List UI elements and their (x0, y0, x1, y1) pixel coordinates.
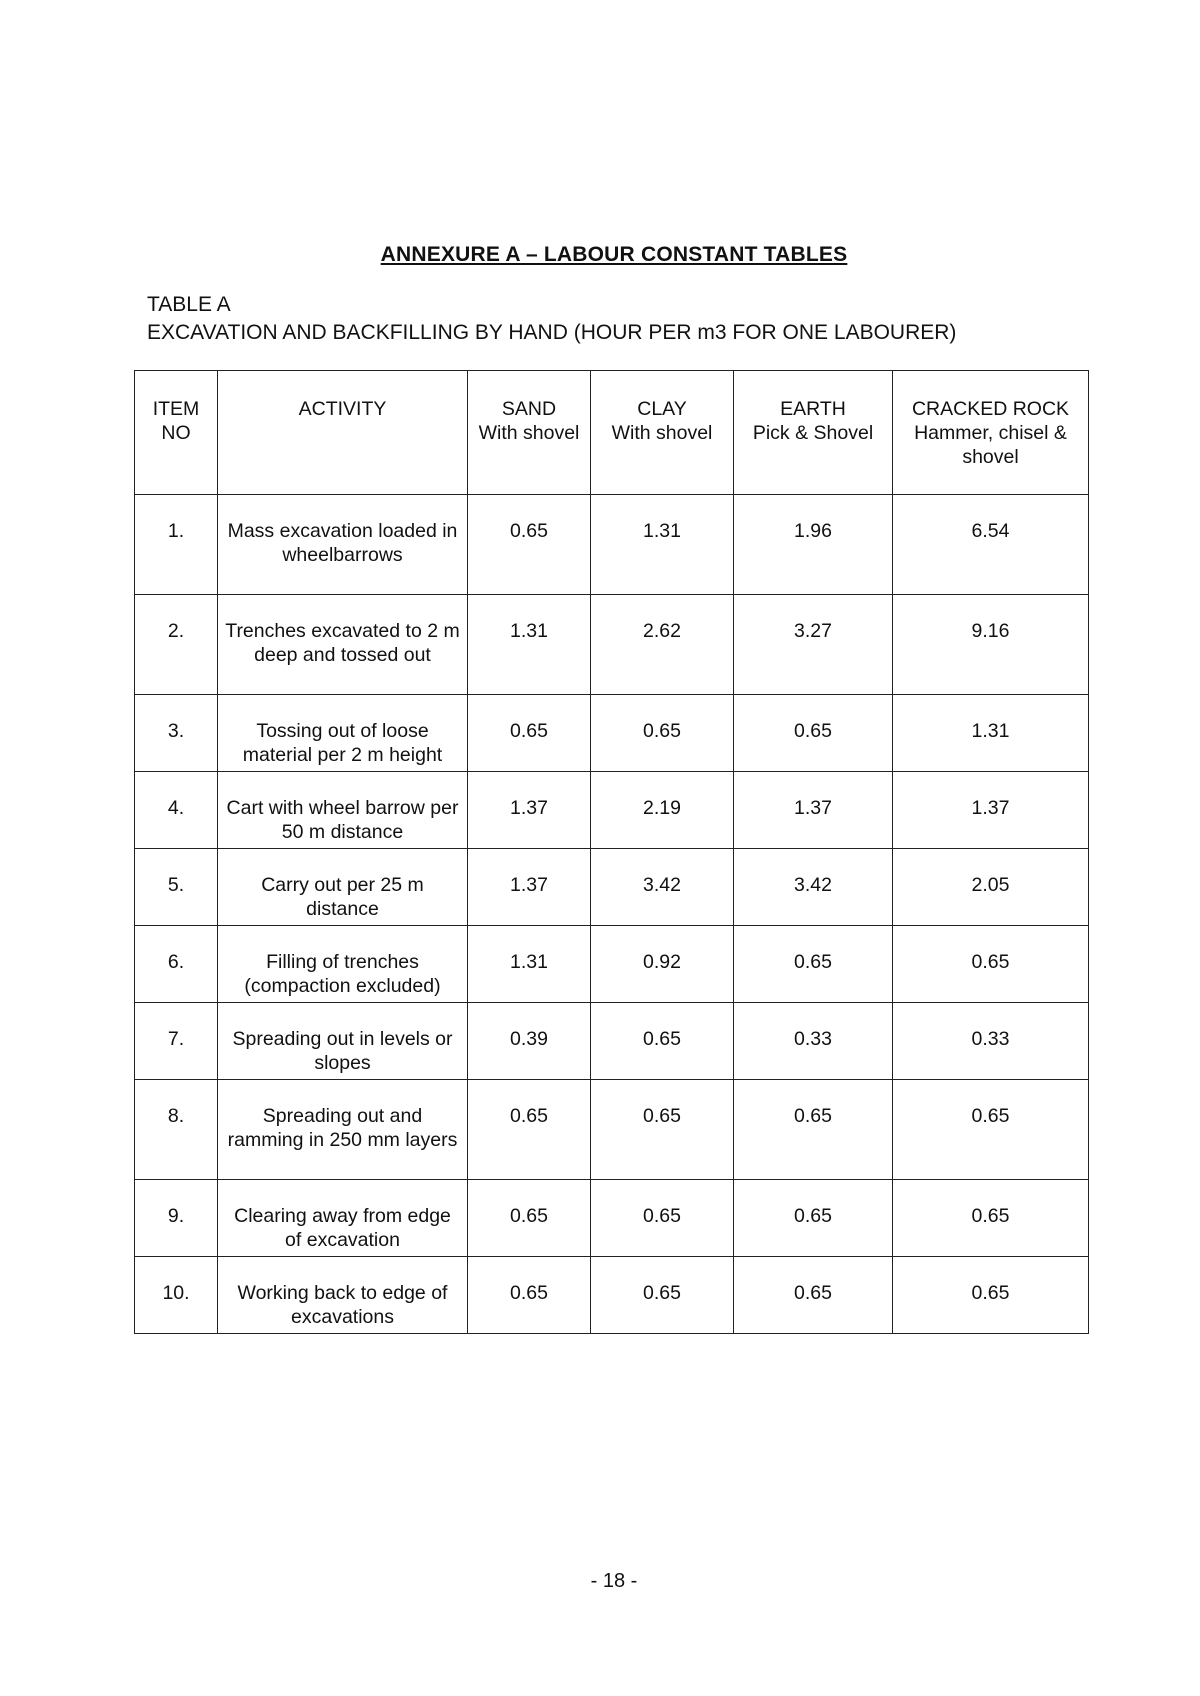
clay-value-cell: 3.42 (591, 849, 734, 926)
sand-value-cell: 0.65 (468, 1257, 591, 1334)
table-row (135, 1180, 1089, 1257)
activity-cell: Spreading out and ramming in 250 mm layers (218, 1080, 468, 1180)
header-item-sub: NO (161, 422, 191, 444)
page-number: - 18 - (590, 1570, 638, 1592)
rock-value-cell: 0.65 (893, 1180, 1089, 1257)
header-clay-sub: With shovel (611, 422, 713, 444)
header-clay-main: CLAY (637, 398, 687, 420)
sand-value-cell: 1.37 (468, 849, 591, 926)
earth-value-cell: 1.96 (734, 495, 893, 595)
earth-value-cell: 0.33 (734, 1003, 893, 1080)
table-description: EXCAVATION AND BACKFILLING BY HAND (HOUR PER m3 FOR ONE LABOURER) (147, 321, 957, 344)
table-row (135, 695, 1089, 772)
earth-value-cell: 0.65 (734, 1180, 893, 1257)
clay-value-cell: 0.65 (591, 1180, 734, 1257)
earth-value-cell: 0.65 (734, 1080, 893, 1180)
header-item-no (135, 371, 218, 495)
item-no-cell: 5. (135, 849, 218, 926)
clay-value-cell: 0.65 (591, 1080, 734, 1180)
sand-value-cell: 0.65 (468, 695, 591, 772)
item-no-cell: 9. (135, 1180, 218, 1257)
activity-cell: Filling of trenches (compaction excluded) (218, 926, 468, 1003)
activity-cell: Clearing away from edge of excavation (218, 1180, 468, 1257)
earth-value-cell: 1.37 (734, 772, 893, 849)
clay-value-cell: 0.92 (591, 926, 734, 1003)
clay-value-cell: 2.62 (591, 595, 734, 695)
item-no-cell: 4. (135, 772, 218, 849)
sand-value-cell: 1.37 (468, 772, 591, 849)
header-rock-main: CRACKED ROCK (911, 398, 1070, 420)
item-no-cell: 8. (135, 1080, 218, 1180)
header-activity-main: ACTIVITY (298, 398, 387, 420)
clay-value-cell: 1.31 (591, 495, 734, 595)
annexure-heading: ANNEXURE A – LABOUR CONSTANT TABLES (380, 243, 848, 266)
activity-cell: Working back to edge of excavations (218, 1257, 468, 1334)
activity-cell: Mass excavation loaded in wheelbarrows (218, 495, 468, 595)
table-row (135, 1257, 1089, 1334)
earth-value-cell: 0.65 (734, 1257, 893, 1334)
table-row (135, 1080, 1089, 1180)
rock-value-cell: 2.05 (893, 849, 1089, 926)
sand-value-cell: 0.65 (468, 495, 591, 595)
item-no-cell: 1. (135, 495, 218, 595)
rock-value-cell: 1.31 (893, 695, 1089, 772)
clay-value-cell: 0.65 (591, 1003, 734, 1080)
table-header-row (135, 371, 1089, 495)
earth-value-cell: 3.42 (734, 849, 893, 926)
sand-value-cell: 0.65 (468, 1180, 591, 1257)
item-no-cell: 3. (135, 695, 218, 772)
activity-cell: Carry out per 25 m distance (218, 849, 468, 926)
sand-value-cell: 0.65 (468, 1080, 591, 1180)
header-cracked-rock (893, 371, 1089, 495)
table-row (135, 772, 1089, 849)
header-earth (734, 371, 893, 495)
item-no-cell: 2. (135, 595, 218, 695)
table-row (135, 849, 1089, 926)
item-no-cell: 6. (135, 926, 218, 1003)
table-row (135, 1003, 1089, 1080)
header-sand-main: SAND (501, 398, 557, 420)
sand-value-cell: 0.39 (468, 1003, 591, 1080)
table-row (135, 926, 1089, 1003)
activity-cell: Tossing out of loose material per 2 m height (218, 695, 468, 772)
activity-cell: Cart with wheel barrow per 50 m distance (218, 772, 468, 849)
earth-value-cell: 0.65 (734, 926, 893, 1003)
header-activity (218, 371, 468, 495)
header-sand-sub: With shovel (478, 422, 580, 444)
rock-value-cell: 6.54 (893, 495, 1089, 595)
earth-value-cell: 0.65 (734, 695, 893, 772)
header-clay (591, 371, 734, 495)
header-sand (468, 371, 591, 495)
header-earth-sub: Pick & Shovel (752, 422, 874, 444)
earth-value-cell: 3.27 (734, 595, 893, 695)
rock-value-cell: 0.65 (893, 1257, 1089, 1334)
rock-value-cell: 0.65 (893, 1080, 1089, 1180)
rock-value-cell: 9.16 (893, 595, 1089, 695)
item-no-cell: 10. (135, 1257, 218, 1334)
header-rock-sub: Hammer, chisel & shovel (914, 422, 1067, 468)
rock-value-cell: 0.33 (893, 1003, 1089, 1080)
table-row (135, 495, 1089, 595)
rock-value-cell: 1.37 (893, 772, 1089, 849)
clay-value-cell: 2.19 (591, 772, 734, 849)
activity-cell: Trenches excavated to 2 m deep and tossed out (218, 595, 468, 695)
header-item-main: ITEM (152, 398, 200, 420)
table-row (135, 595, 1089, 695)
clay-value-cell: 0.65 (591, 1257, 734, 1334)
labour-constant-table (134, 370, 1089, 1334)
header-earth-main: EARTH (780, 398, 846, 420)
table-label: TABLE A (147, 293, 231, 316)
activity-cell: Spreading out in levels or slopes (218, 1003, 468, 1080)
rock-value-cell: 0.65 (893, 926, 1089, 1003)
item-no-cell: 7. (135, 1003, 218, 1080)
sand-value-cell: 1.31 (468, 926, 591, 1003)
clay-value-cell: 0.65 (591, 695, 734, 772)
sand-value-cell: 1.31 (468, 595, 591, 695)
